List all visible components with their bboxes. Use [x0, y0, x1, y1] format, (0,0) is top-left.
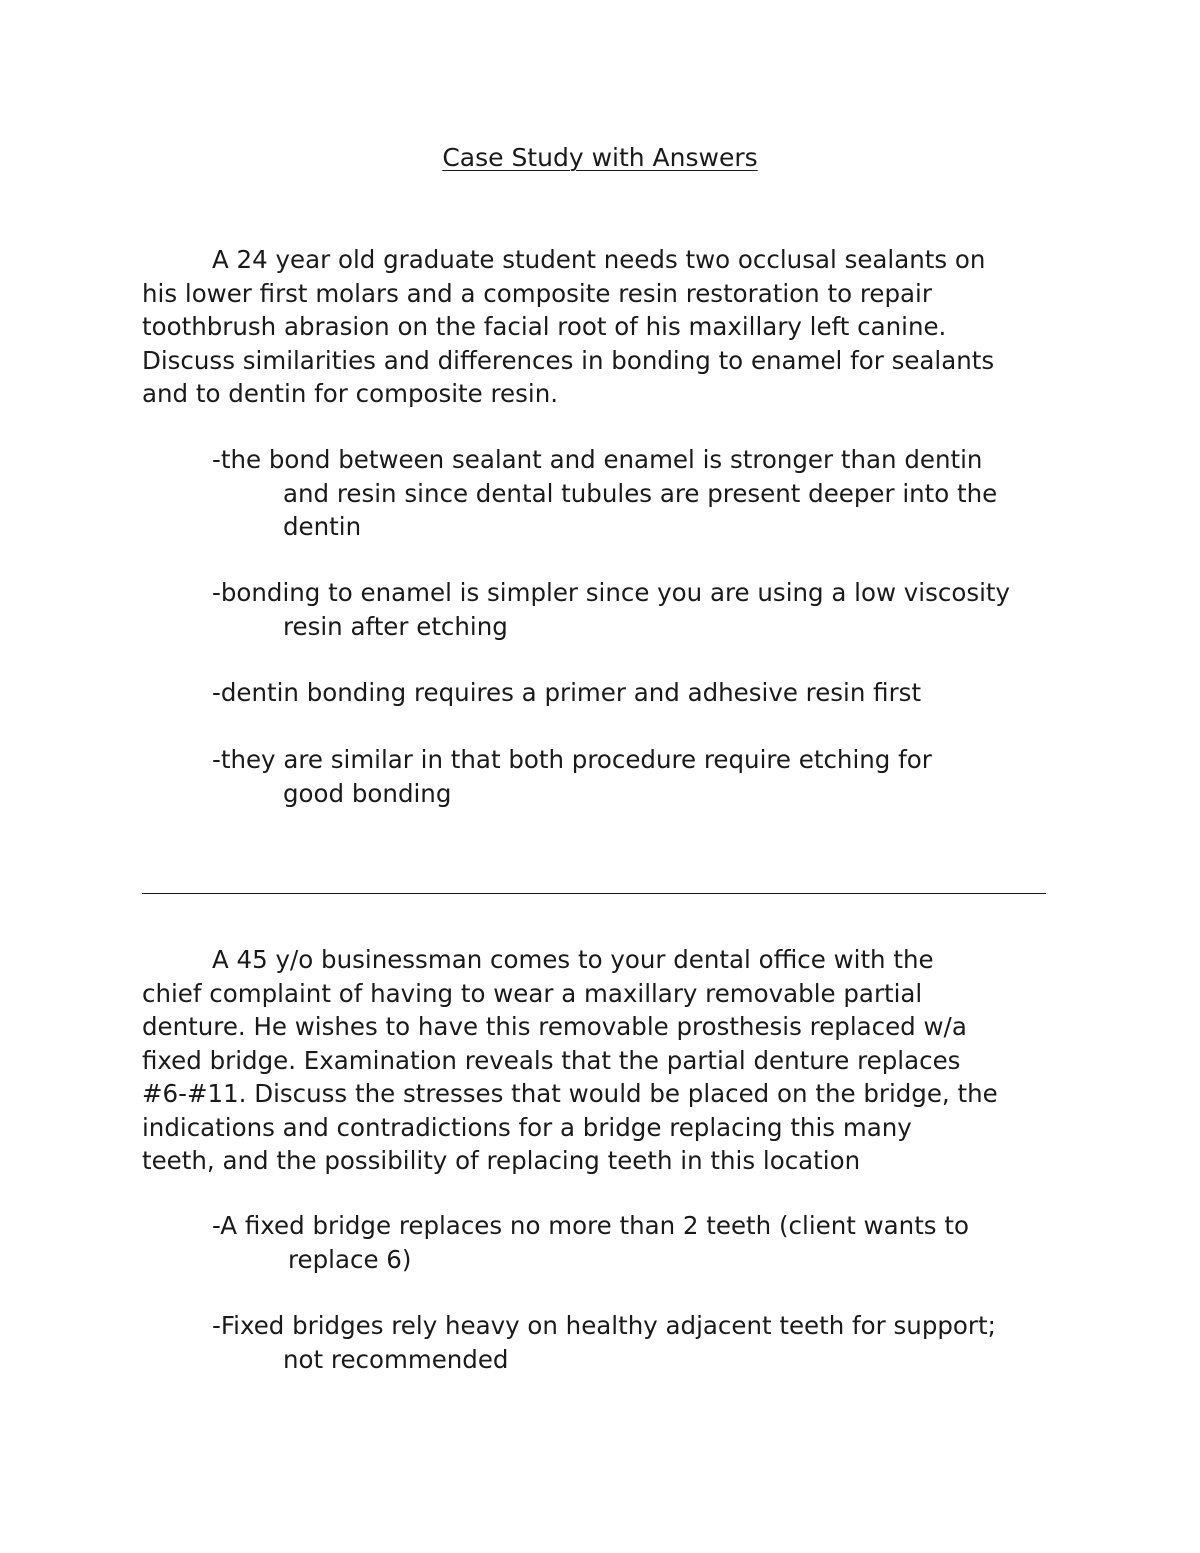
- answer-line: -the bond between sealant and enamel is stronger than dentin: [212, 445, 983, 474]
- case2-answer: [212, 1209, 1092, 1276]
- answer-continuation: resin after etching: [283, 611, 508, 641]
- answer-line: -dentin bonding requires a primer and adhesive resin first: [212, 678, 922, 707]
- case2-prompt-line: A 45 y/o businessman comes to your dental office with the: [212, 945, 934, 974]
- case2-prompt-line: denture. He wishes to have this removable prosthesis replaced w/a: [142, 1012, 967, 1041]
- case1-prompt-line: Discuss similarities and differences in bonding to enamel for sealants: [142, 345, 995, 375]
- answer-continuation: dentin: [283, 512, 362, 541]
- case1-answer: [212, 443, 1092, 544]
- answer-continuation: good bonding: [283, 778, 452, 808]
- case1-prompt: [142, 243, 1082, 411]
- case2-prompt-line: chief complaint of having to wear a maxillary removable partial: [142, 978, 923, 1008]
- case2-prompt-line: teeth, and the possibility of replacing teeth in this location: [142, 1146, 861, 1175]
- case2-answer: [212, 1309, 1092, 1376]
- case2-prompt: [142, 943, 1082, 1178]
- case1-answer: [212, 676, 1092, 710]
- case2-prompt-line: indications and contradictions for a bridge replacing this many: [142, 1112, 912, 1142]
- case1-answer: [212, 743, 1092, 810]
- case1-prompt-line: and to dentin for composite resin.: [142, 379, 559, 408]
- answer-line: -bonding to enamel is simpler since you are using a low viscosity: [212, 578, 1010, 607]
- answer-line: -A fixed bridge replaces no more than 2 teeth (client wants to: [212, 1211, 969, 1240]
- case2-prompt-line: fixed bridge. Examination reveals that the partial denture replaces: [142, 1045, 961, 1075]
- answer-continuation: replace 6): [288, 1244, 412, 1274]
- answer-continuation: not recommended: [283, 1344, 509, 1374]
- document-title: Case Study with Answers: [442, 143, 758, 172]
- case2-prompt-line: #6-#11. Discuss the stresses that would be placed on the bridge, the: [142, 1079, 998, 1108]
- answer-line: -they are similar in that both procedure require etching for: [212, 745, 932, 774]
- answer-line: -Fixed bridges rely heavy on healthy adjacent teeth for support;: [212, 1311, 996, 1340]
- answer-continuation: and resin since dental tubules are present deeper into the: [283, 478, 998, 508]
- case1-prompt-line: A 24 year old graduate student needs two occlusal sealants on: [212, 245, 986, 274]
- case1-answer: [212, 576, 1092, 643]
- case1-prompt-line: toothbrush abrasion on the facial root of his maxillary left canine.: [142, 312, 947, 341]
- case1-prompt-line: his lower first molars and a composite resin restoration to repair: [142, 278, 932, 308]
- section-divider: [142, 893, 1046, 894]
